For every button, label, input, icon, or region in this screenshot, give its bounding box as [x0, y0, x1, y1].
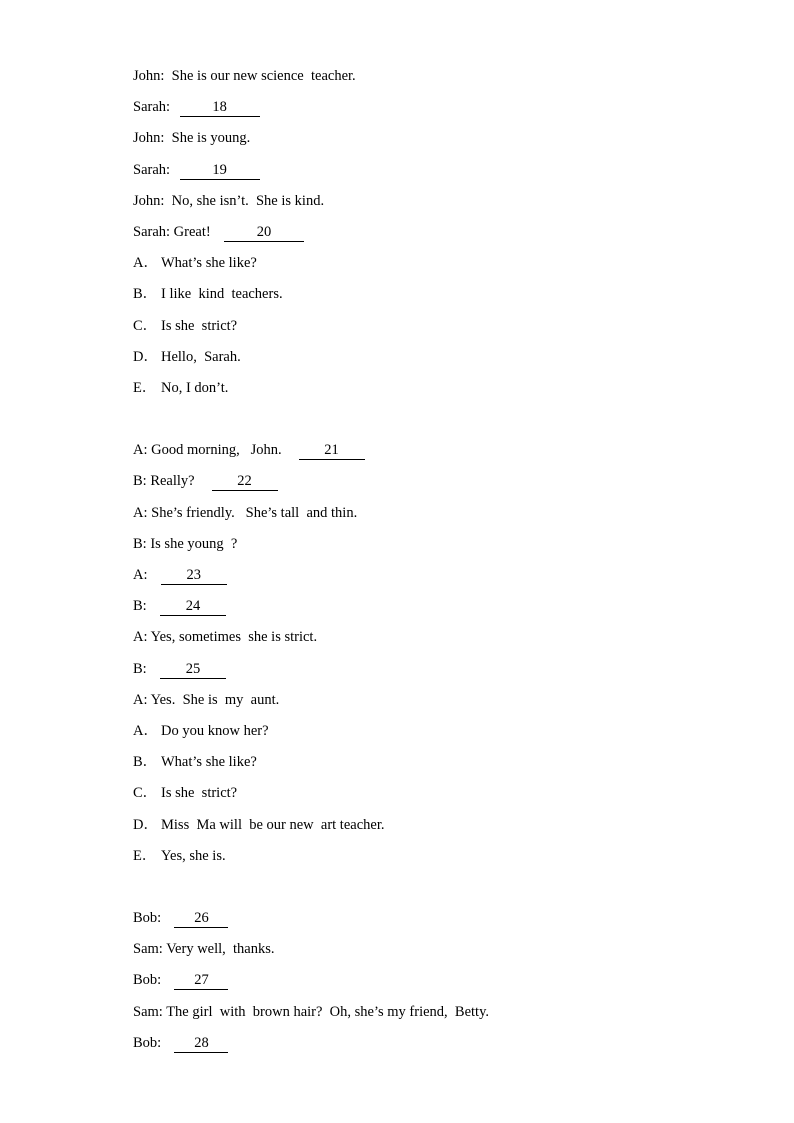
option-letter: C．: [133, 785, 158, 802]
answer-blank[interactable]: 21: [299, 442, 365, 460]
speaker: A:: [133, 504, 148, 521]
line-text: Is she young ?: [150, 535, 238, 552]
option-item: [133, 345, 733, 376]
dialogue-line: [133, 64, 733, 95]
answer-blank[interactable]: 18: [180, 99, 260, 117]
dialogue-line: [133, 532, 733, 563]
speaker: B:: [133, 598, 147, 615]
option-text: Miss Ma will be our new art teacher.: [161, 816, 385, 833]
dialogue-line: [133, 501, 733, 532]
speaker: B:: [133, 660, 147, 677]
option-letter: A．: [133, 255, 158, 272]
option-letter: B．: [133, 286, 158, 303]
speaker: B:: [133, 535, 147, 552]
dialogue-line: [133, 1000, 733, 1031]
option-item: [133, 750, 733, 781]
dialogue-section-1: [133, 64, 733, 407]
option-letter: C．: [133, 317, 158, 334]
speaker: Sam:: [133, 941, 163, 958]
option-item: [133, 314, 733, 345]
option-text: Is she strict?: [161, 785, 238, 802]
option-item: [133, 251, 733, 282]
line-text: Great!: [173, 223, 211, 240]
line-text: She’s friendly. She’s tall and thin.: [151, 504, 358, 521]
option-letter: D．: [133, 348, 158, 365]
dialogue-section-3: [133, 906, 733, 1062]
option-letter: B．: [133, 754, 158, 771]
option-letter: E．: [133, 847, 157, 864]
answer-blank[interactable]: 25: [160, 661, 226, 679]
section-spacer: [133, 875, 733, 906]
option-item: [133, 719, 733, 750]
speaker: Sarah:: [133, 223, 171, 240]
option-text: What’s she like?: [161, 255, 257, 272]
dialogue-line: [133, 906, 733, 937]
line-text: The girl with brown hair? Oh, she’s my friend, Betty.: [166, 1003, 490, 1020]
speaker: Bob:: [133, 1034, 162, 1051]
dialogue-line: [133, 657, 733, 688]
speaker: A:: [133, 567, 148, 583]
answer-blank[interactable]: 27: [174, 972, 228, 990]
answer-blank[interactable]: 26: [174, 910, 228, 928]
answer-blank[interactable]: 20: [224, 224, 304, 242]
speaker: Bob:: [133, 972, 162, 989]
option-item: [133, 781, 733, 812]
answer-blank[interactable]: 28: [174, 1035, 228, 1053]
speaker: Sarah:: [133, 99, 171, 116]
option-letter: D．: [133, 816, 158, 833]
option-text: What’s she like?: [161, 754, 257, 771]
speaker: A:: [133, 442, 148, 459]
option-item: [133, 376, 733, 407]
speaker: John:: [133, 130, 165, 147]
speaker: John:: [133, 192, 165, 209]
line-text: Yes, sometimes she is strict.: [150, 629, 318, 646]
speaker: John:: [133, 68, 165, 84]
dialogue-section-2: [133, 438, 733, 875]
dialogue-line: [133, 688, 733, 719]
dialogue-line: [133, 1031, 733, 1062]
option-item: [133, 844, 733, 875]
dialogue-line: [133, 126, 733, 157]
dialogue-line: [133, 189, 733, 220]
option-text: No, I don’t.: [161, 379, 229, 396]
speaker: A:: [133, 629, 148, 646]
option-text: I like kind teachers.: [161, 286, 283, 303]
option-text: Yes, she is.: [161, 847, 226, 864]
option-text: Hello, Sarah.: [161, 348, 241, 365]
option-text: Do you know her?: [161, 722, 269, 739]
dialogue-line: [133, 220, 733, 251]
dialogue-line: [133, 95, 733, 126]
dialogue-line: [133, 968, 733, 999]
line-text: Really?: [150, 473, 195, 490]
answer-blank[interactable]: 22: [212, 473, 278, 491]
line-text: She is our new science teacher.: [171, 68, 356, 84]
option-letter: A．: [133, 722, 158, 739]
speaker: Bob:: [133, 910, 162, 927]
speaker: A:: [133, 691, 148, 708]
speaker: B:: [133, 473, 147, 490]
dialogue-line: [133, 563, 733, 594]
line-text: She is young.: [171, 130, 251, 147]
section-spacer: [133, 407, 733, 438]
line-text: Very well, thanks.: [166, 941, 275, 958]
dialogue-line: [133, 594, 733, 625]
option-letter: E．: [133, 379, 157, 396]
speaker: Sam:: [133, 1003, 163, 1020]
dialogue-line: [133, 438, 733, 469]
speaker: Sarah:: [133, 161, 171, 178]
line-text: No, she isn’t. She is kind.: [171, 192, 325, 209]
dialogue-line: [133, 158, 733, 189]
dialogue-line: [133, 937, 733, 968]
dialogue-line: [133, 625, 733, 656]
answer-blank[interactable]: 23: [161, 567, 227, 585]
dialogue-line: [133, 469, 733, 500]
line-text: Yes. She is my aunt.: [150, 691, 280, 708]
option-item: [133, 813, 733, 844]
line-text: Good morning, John.: [151, 442, 282, 459]
option-text: Is she strict?: [161, 317, 238, 334]
option-item: [133, 282, 733, 313]
answer-blank[interactable]: 19: [180, 162, 260, 180]
worksheet-page: [133, 64, 733, 1062]
answer-blank[interactable]: 24: [160, 598, 226, 616]
